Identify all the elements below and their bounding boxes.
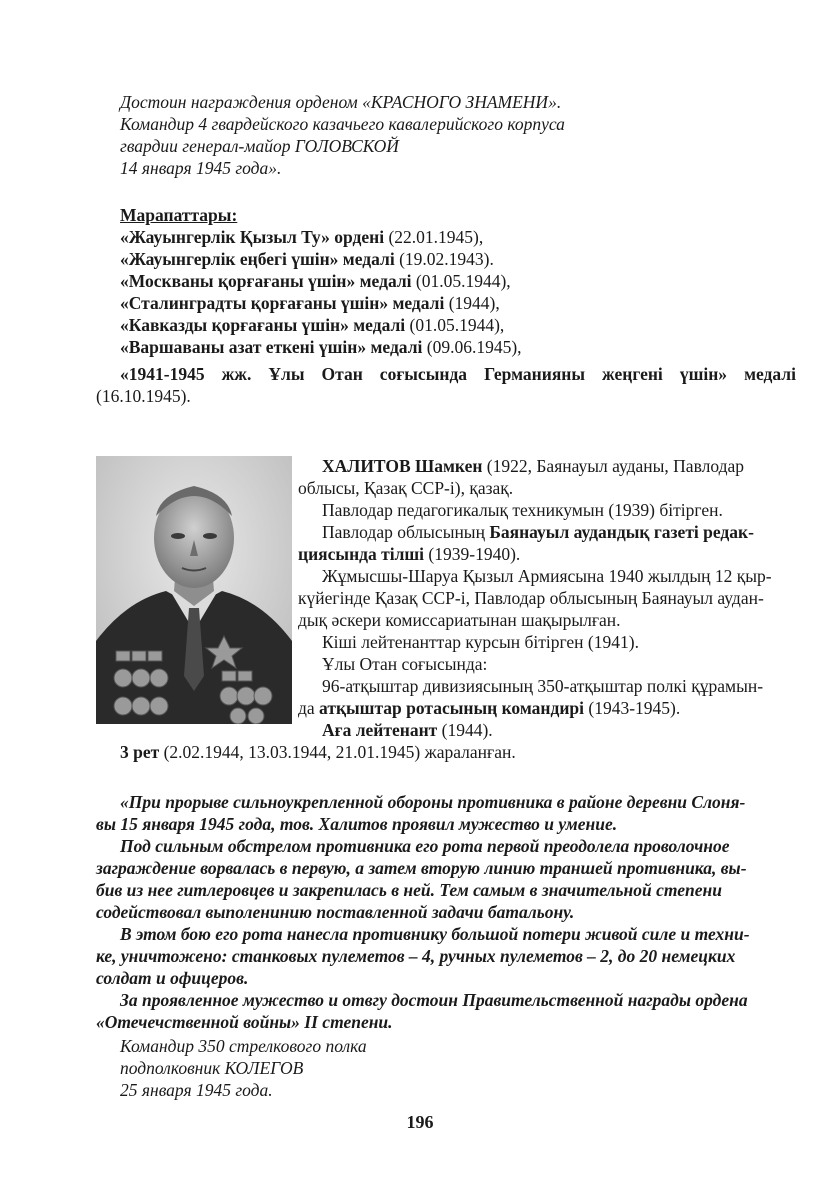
person-name: ХАЛИТОВ Шамкен	[322, 456, 483, 476]
quote2-line: «При прорыве сильноукрепленной обороны противника в районе деревни Слоня-	[120, 792, 746, 812]
bio-line14	[120, 742, 516, 764]
bio-bold: циясында тілші	[298, 544, 425, 564]
bio-line12	[298, 698, 680, 720]
award-date: (22.01.1945),	[384, 227, 484, 247]
award-name: «Москваны қорғағаны үшін» медалі	[120, 271, 412, 291]
bio-line1	[322, 456, 744, 478]
bio-text: (1943-1945).	[584, 698, 681, 718]
bio-line8: дық әскери комиссариатынан шақырылған.	[298, 610, 621, 630]
quote2-line: содействовал выполенинию поставленной задачи батальону.	[96, 902, 575, 922]
award-word: Германияны	[484, 364, 586, 384]
bio-bold: Баянауыл аудандық газеті редак-	[489, 522, 754, 542]
quote2-line: Под сильным обстрелом противника его рота первой преодолела проволочное	[120, 836, 730, 856]
quote1-line1: Достоин награждения орденом «КРАСНОГО ЗНАМЕНИ».	[120, 92, 562, 112]
award-date: (01.05.1944),	[405, 315, 505, 335]
award-item	[120, 227, 483, 249]
award-word: Ұлы	[268, 364, 305, 384]
award-word: жж.	[221, 364, 252, 384]
awards-heading: Марапаттары:	[120, 205, 238, 225]
award-word: медалі	[744, 364, 796, 384]
bio-line5	[298, 544, 520, 566]
bio-line4	[322, 522, 754, 544]
bio-text: Павлодар облысының	[322, 522, 490, 542]
award-item	[120, 337, 522, 359]
award-item	[120, 293, 500, 315]
quote2-line: За проявленное мужество и отвгу достоин Правительственной награды ордена	[120, 990, 748, 1010]
signature-line: 25 января 1945 года.	[120, 1080, 273, 1100]
quote1-line2: Командир 4 гвардейского казачьего кавалерийского корпуса	[120, 114, 565, 134]
award-word: «1941-1945	[120, 364, 205, 384]
bio-text: да	[298, 698, 320, 718]
award-item	[120, 271, 511, 293]
quote2-line: вы 15 января 1945 года, тов. Халитов проявил мужество и умение.	[96, 814, 618, 834]
signature-line: Командир 350 стрелкового полка	[120, 1036, 367, 1056]
award-name: «Кавказды қорғағаны үшін» медалі	[120, 315, 406, 335]
award-last-date: (16.10.1945).	[96, 386, 191, 406]
signature-line: подполковник КОЛЕГОВ	[120, 1058, 304, 1078]
award-date: (09.06.1945),	[422, 337, 522, 357]
bio-line7: күйегінде Қазақ ССР-і, Павлодар облысының Баянауыл аудан-	[298, 588, 764, 608]
quote2-line: заграждение ворвалась в первую, а затем вторую линию траншей противника, вы-	[96, 858, 747, 878]
bio-text: (1939-1940).	[424, 544, 521, 564]
bio-line3: Павлодар педагогикалық техникумын (1939) бітірген.	[322, 500, 723, 520]
award-last-line	[94, 364, 796, 386]
quote2-line: ке, уничтожено: станковых пулеметов – 4, ручных пулеметов – 2, до 20 немецких	[96, 946, 736, 966]
award-word: үшін»	[679, 364, 728, 384]
award-name: «Жауынгерлік Қызыл Ту» ордені	[120, 227, 385, 247]
bio-line10: Ұлы Отан соғысында:	[322, 654, 488, 674]
award-item	[120, 249, 494, 271]
bio-bold: Аға лейтенант	[322, 720, 438, 740]
quote1-line4: 14 января 1945 года».	[120, 158, 282, 178]
award-date: (19.02.1943).	[394, 249, 494, 269]
bio-line9: Кіші лейтенанттар курсын бітірген (1941).	[322, 632, 639, 652]
bio-bold: атқыштар ротасының командирі	[319, 698, 585, 718]
award-date: (01.05.1944),	[411, 271, 511, 291]
quote2-line: «Отечечственной войны» II степени.	[96, 1012, 393, 1032]
portrait-photo	[96, 456, 292, 724]
bio-line6: Жұмысшы-Шаруа Қызыл Армиясына 1940 жылдың 12 қыр-	[322, 566, 772, 586]
bio-text: (1922, Баянауыл ауданы, Павлодар	[482, 456, 745, 476]
quote1-line3: гвардии генерал-майор ГОЛОВСКОЙ	[120, 136, 399, 156]
bio-text: (1944).	[437, 720, 493, 740]
bio-line2: облысы, Қазақ ССР-і), қазақ.	[298, 478, 514, 498]
quote2-line: солдат и офицеров.	[96, 968, 249, 988]
award-name: «Варшаваны азат еткені үшін» медалі	[120, 337, 423, 357]
award-word: Отан	[321, 364, 363, 384]
bio-line11: 96-атқыштар дивизиясының 350-атқыштар полкі құрамын-	[322, 676, 764, 696]
award-name: «Сталинградты қорғағаны үшін» медалі	[120, 293, 445, 313]
bio-bold: 3 рет	[120, 742, 160, 762]
quote2-line: В этом бою его рота нанесла противнику большой потери живой силе и техни-	[120, 924, 750, 944]
page-number: 196	[406, 1112, 434, 1132]
award-word: соғысында	[379, 364, 468, 384]
quote2-line: бив из нее гитлеровцев и закрепилась в ней. Тем самым в значительной степени	[96, 880, 722, 900]
award-date: (1944),	[444, 293, 500, 313]
bio-text: (2.02.1944, 13.03.1944, 21.01.1945) жараланған.	[159, 742, 516, 762]
award-word: жеңгені	[602, 364, 663, 384]
award-item	[120, 315, 504, 337]
portrait-image	[96, 456, 292, 724]
bio-line13	[322, 720, 493, 742]
award-name: «Жауынгерлік еңбегі үшін» медалі	[120, 249, 395, 269]
